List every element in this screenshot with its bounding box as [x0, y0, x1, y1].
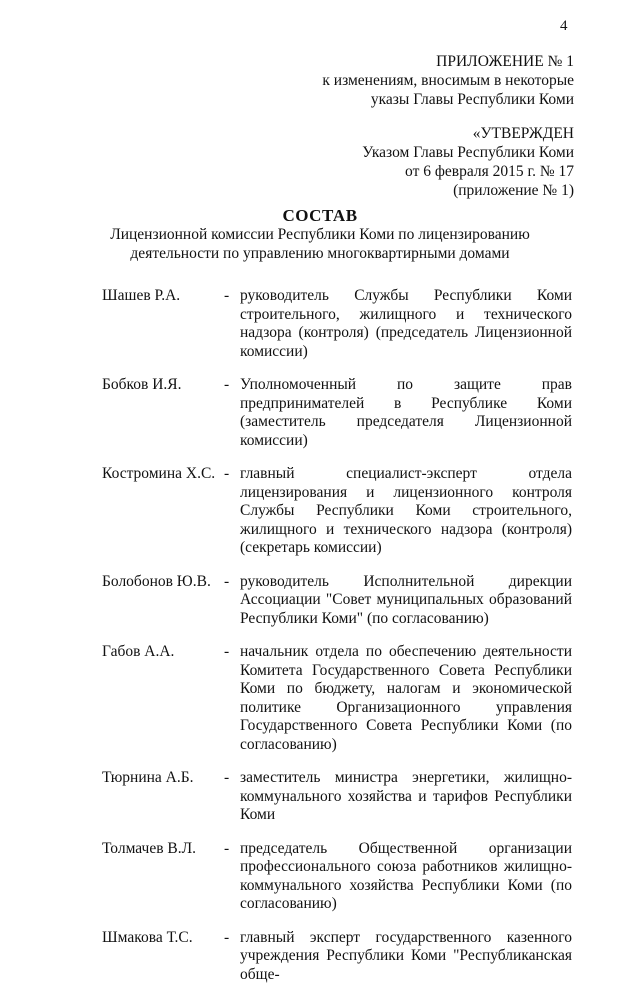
- page-number: 4: [560, 18, 568, 34]
- approval-line: «УТВЕРЖДЕН: [472, 125, 574, 142]
- member-dash: -: [224, 572, 230, 590]
- document-subtitle: [100, 225, 540, 263]
- member-name: Костромина Х.С.: [102, 465, 216, 482]
- member-name: Шмакова Т.С.: [102, 928, 193, 946]
- document-title: СОСТАВ: [282, 206, 358, 225]
- member-description: заместитель министра энергетики, жилищно-коммунального хозяйства и тарифов Республики Коми: [240, 769, 572, 823]
- member-row: [102, 376, 572, 450]
- member-dash: -: [224, 376, 230, 393]
- member-name: Бобков И.Я.: [102, 376, 182, 393]
- member-dash: -: [224, 465, 230, 482]
- member-row: [102, 929, 572, 985]
- member-name: Шашев Р.А.: [102, 287, 181, 304]
- member-row: [102, 643, 572, 754]
- member-dash: -: [224, 928, 230, 946]
- member-dash: -: [224, 643, 230, 660]
- member-row: [102, 287, 572, 361]
- member-row: [102, 465, 572, 558]
- member-name: Габов А.А.: [102, 643, 175, 660]
- member-row: [102, 573, 572, 629]
- member-dash: -: [224, 839, 230, 857]
- member-description: начальник отдела по обеспечению деятельности Комитета Государственного Совета Республики Коми по бюджету, налогам и экономической политике Организационного управления Государственного Совета Республики Коми (по согласованию): [240, 643, 572, 753]
- member-name: Толмачев В.Л.: [102, 839, 197, 857]
- approval-line: (приложение № 1): [453, 182, 574, 199]
- appendix-line: указы Главы Республики Коми: [370, 91, 574, 108]
- member-description: председатель Общественной организации профессионального союза работников жилищно-коммунального хозяйства Республики Коми (по согласованию): [240, 839, 572, 912]
- member-name: Болобонов Ю.В.: [102, 572, 211, 590]
- approval-block: [362, 124, 574, 200]
- approval-line: от 6 февраля 2015 г. № 17: [405, 163, 574, 180]
- member-dash: -: [224, 287, 230, 304]
- subtitle-line: деятельности по управлению многоквартирными домами: [130, 245, 510, 262]
- appendix-heading: ПРИЛОЖЕНИЕ № 1: [436, 53, 574, 70]
- member-row: [102, 840, 572, 914]
- members-list: [102, 287, 572, 999]
- member-description: главный специалист-эксперт отдела лицензирования и лицензионного контроля Службы Республики Коми строительного, жилищного и технического надзора (контроля) (секретарь комиссии): [240, 465, 572, 556]
- member-description: руководитель Службы Республики Коми строительного, жилищного и технического надзора (контроля) (председатель Лицензионной комиссии): [240, 287, 572, 360]
- member-description: руководитель Исполнительной дирекции Ассоциации "Совет муниципальных образований Республики Коми" (по согласованию): [240, 572, 572, 627]
- member-description: Уполномоченный по защите прав предпринимателей в Республике Коми (заместитель председателя Лицензионной комиссии): [240, 376, 572, 449]
- subtitle-line: Лицензионной комиссии Республики Коми по лицензированию: [110, 226, 530, 243]
- member-dash: -: [224, 769, 230, 786]
- member-name: Тюрнина А.Б.: [102, 769, 194, 786]
- member-description: главный эксперт государственного казенного учреждения Республики Коми "Республиканская обще-: [240, 928, 572, 983]
- appendix-line: к изменениям, вносимым в некоторые: [322, 72, 574, 89]
- appendix-block: [322, 52, 574, 109]
- approval-line: Указом Главы Республики Коми: [362, 144, 574, 161]
- member-row: [102, 769, 572, 825]
